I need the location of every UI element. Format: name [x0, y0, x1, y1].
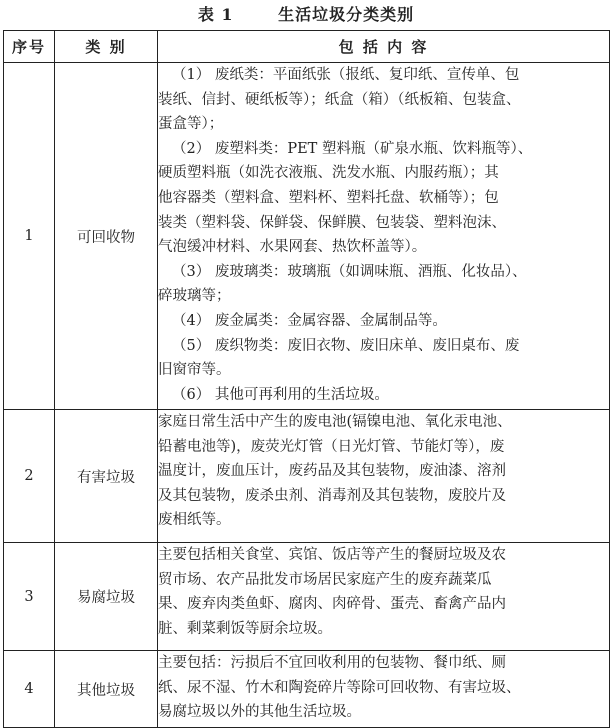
row-category: 易腐垃圾: [55, 543, 158, 651]
content-line: 主要包括：污损后不宜回收利用的包装物、餐巾纸、厕: [158, 655, 506, 671]
content-line: 他容器类（塑料盒、塑料杯、塑料托盘、软桶等）；包: [158, 189, 499, 206]
content-line: 废相纸等。: [158, 512, 231, 529]
content-line: 脏、剩菜剩饭等厨余垃圾。: [158, 620, 332, 637]
content-line: 贸市场、农产品批发市场居民家庭产生的废弃蔬菜瓜: [158, 571, 492, 588]
content-line: 易腐垃圾以外的其他生活垃圾。: [158, 704, 361, 721]
table-row: [4, 63, 610, 410]
row-category: 其他垃圾: [55, 651, 158, 728]
row-content: [158, 543, 610, 651]
row-content: [158, 63, 610, 410]
content-line: （3） 废玻璃类：玻璃瓶（如调味瓶、酒瓶、化妆品）、: [172, 263, 527, 280]
content-line: 家庭日常生活中产生的废电池(镉镍电池、氧化汞电池、: [158, 414, 512, 430]
header-row: [4, 31, 610, 63]
table-title: 生活垃圾分类类别: [278, 5, 415, 24]
content-line: 温度计，废血压计，废药品及其包装物，废油漆、溶剂: [158, 463, 506, 480]
row-category: 有害垃圾: [55, 410, 158, 543]
content-line: 装类（塑料袋、保鲜袋、保鲜膜、包装袋、塑料泡沫、: [158, 214, 506, 231]
content-line: 装纸、信封、硬纸板等）；纸盒（箱）（纸板箱、包装盒、: [158, 91, 521, 108]
row-index: 1: [4, 63, 55, 410]
content-line: （6） 其他可再利用的生活垃圾。: [172, 386, 389, 403]
content-line: 及其包装物，废杀虫剂、消毒剂及其包装物，废胶片及: [158, 487, 506, 504]
content-line: 碎玻璃等；: [158, 288, 231, 305]
table-number: 表 1: [197, 5, 234, 24]
content-line: 硬质塑料瓶（如洗衣液瓶、洗发水瓶、内服药瓶）；其: [158, 165, 499, 182]
content-line: （5） 废织物类：废旧衣物、废旧床单、废旧桌布、废: [172, 337, 520, 354]
header-category: 类 别: [55, 31, 158, 63]
row-index: 4: [4, 651, 55, 728]
content-line: （2） 废塑料类：PET 塑料瓶（矿泉水瓶、饮料瓶等）、: [172, 140, 533, 157]
content-line: 旧窗帘等。: [158, 362, 231, 379]
table-row: [4, 543, 610, 651]
header-index: 序号: [4, 31, 55, 63]
header-content: 包 括 内 容: [158, 31, 610, 63]
table-row: [4, 410, 610, 543]
row-category: 可回收物: [55, 63, 158, 410]
content-line: （4） 废金属类：金属容器、金属制品等。: [172, 312, 447, 329]
table-caption: [0, 0, 612, 30]
content-line: 纸、尿不湿、竹木和陶瓷碎片等除可回收物、有害垃圾、: [158, 679, 521, 696]
content-line: 蛋盒等）；: [158, 116, 224, 133]
content-line: 气泡缓冲材料、水果网套、热饮杯盖等）。: [158, 239, 427, 256]
garbage-classification-table: [3, 30, 610, 728]
row-index: 2: [4, 410, 55, 543]
content-line: （1） 废纸类：平面纸张（报纸、复印纸、宣传单、包: [172, 67, 520, 83]
table-row: [4, 651, 610, 728]
content-line: 主要包括相关食堂、宾馆、饭店等产生的餐厨垃圾及农: [158, 547, 506, 563]
content-line: 果、废弃肉类鱼虾、腐肉、肉碎骨、蛋壳、畜禽产品内: [158, 596, 506, 613]
row-index: 3: [4, 543, 55, 651]
row-content: [158, 410, 610, 543]
row-content: [158, 651, 610, 728]
content-line: 铅蓄电池等)，废荧光灯管（日光灯管、节能灯等），废: [158, 438, 505, 455]
